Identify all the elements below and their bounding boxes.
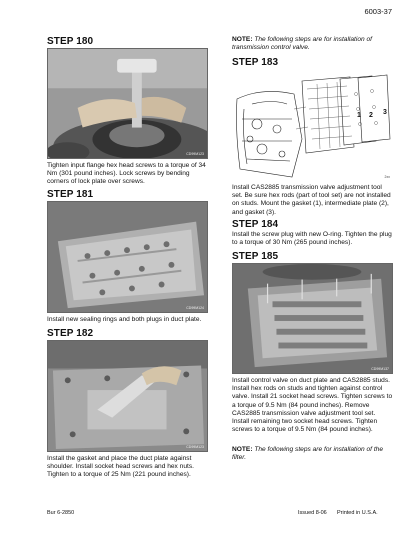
step-181-photo (47, 201, 208, 313)
callout-1: 1 (357, 112, 361, 119)
figure-id: 2xx (384, 175, 390, 179)
step-182-title: STEP 182 (47, 328, 94, 339)
callout-3: 3 (383, 109, 387, 116)
step-183-title: STEP 183 (232, 57, 279, 68)
step-183-diagram (232, 69, 393, 181)
step-184-text: Install the screw plug with new O-ring. Tighten the plug to a torque of 30 Nm (265 pound inches). (232, 231, 392, 247)
callout-2: 2 (369, 112, 373, 119)
note-text: The following steps are for installation of transmission control valve. (232, 36, 373, 52)
figure-id: CD99M137 (371, 367, 389, 371)
note-text: The following steps are for installation of the filter. (232, 446, 384, 462)
note-label: NOTE: (232, 36, 253, 43)
step-180-photo (47, 48, 208, 159)
figure-id: CD99M124 (186, 306, 204, 310)
footer-issued: Issued 8-06 (298, 510, 327, 516)
step-181-text: Install new sealing rings and both plugs in duct plate. (47, 316, 202, 323)
footer-printed: Printed in U.S.A. (337, 510, 378, 516)
step-185-title: STEP 185 (232, 251, 279, 262)
step-183-text: Install CAS2885 transmission valve adjustment tool set. Be sure hex rods (part of tool set) are not installed on studs. Mount the gasket (1), intermediate plate (2), and gasket (3). (232, 184, 391, 216)
step-184-title: STEP 184 (232, 219, 279, 230)
figure-id: CD99M123 (186, 445, 204, 449)
step-180-text: Tighten input flange hex head screws to a torque of 34 Nm (301 pound inches). Lock screws by bending corners of lock plate over screws. (47, 162, 206, 186)
footer-doc-number: Bur 6-2850 (47, 510, 75, 516)
step-185-text: Install control valve on duct plate and CAS2885 studs. Install hex rods on studs and tighten against control valve. Install 21 socket head screws. Tighten screws to a torque of 9.5 Nm (84 pound inches). Remove CAS2885 transmission valve adjustment tool set. Install remaining two socket head screws. Tighten screws to a torque of 9.5 Nm (84 pound inches). (232, 377, 393, 434)
step-185-photo (232, 263, 393, 374)
note-top (232, 36, 392, 52)
step-182-text: Install the gasket and place the duct plate against shoulder. Install socket head screws and hex nuts. Tighten to a torque of 25 Nm (221 pound inches). (47, 455, 194, 479)
step-180-title: STEP 180 (47, 36, 94, 47)
page-number: 6003-37 (364, 7, 392, 16)
step-181-title: STEP 181 (47, 189, 94, 200)
note-bottom (232, 446, 392, 462)
note-label: NOTE: (232, 446, 253, 453)
step-182-photo (47, 340, 208, 452)
figure-id: CD99M123 (186, 152, 204, 156)
